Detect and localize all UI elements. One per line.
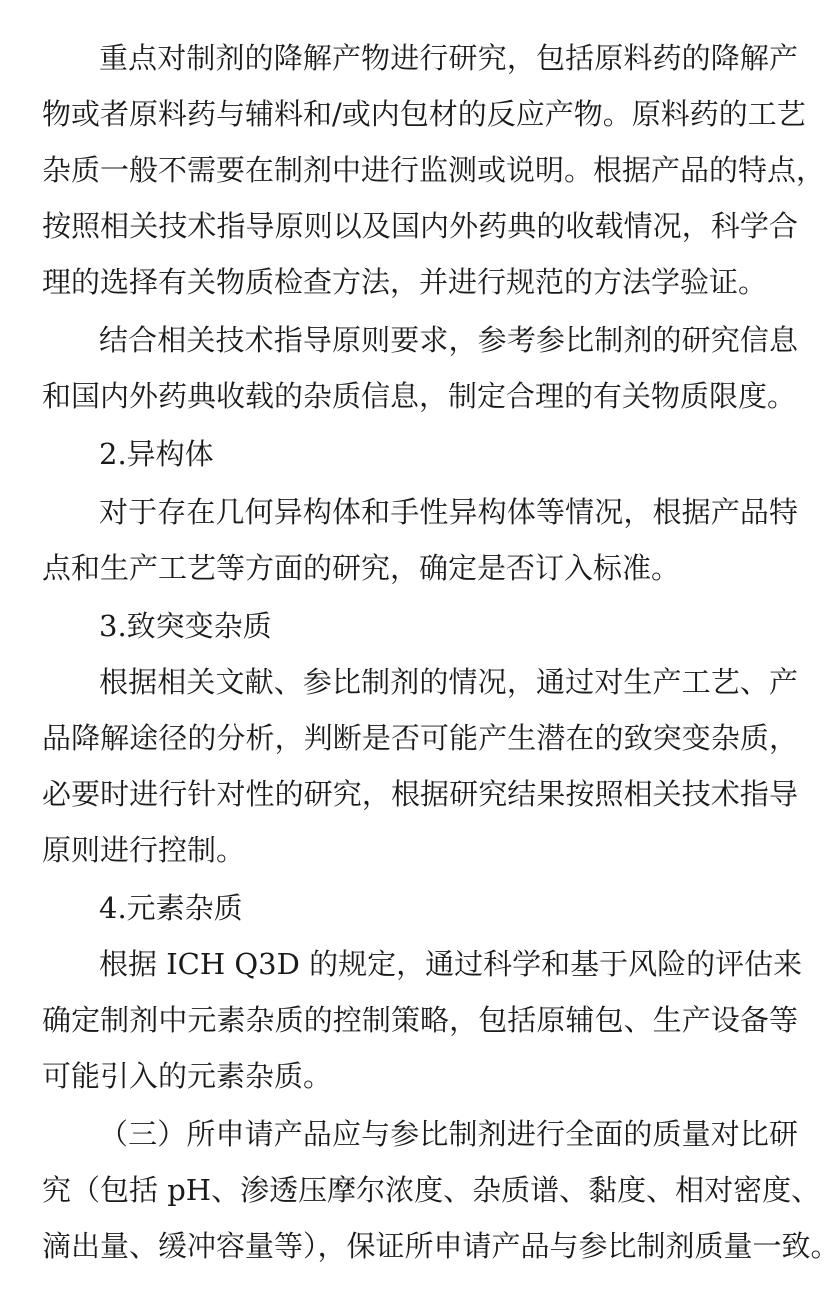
paragraph-isomers-line-2: 点和生产工艺等方面的研究，确定是否订入标准。 (42, 551, 681, 585)
paragraph-elemental-line-1: 根据 ICH Q3D 的规定，通过科学和基于风险的评估来 (99, 947, 803, 981)
paragraph-comparison-line-3: 滴出量、缓冲容量等），保证所申请产品与参比制剂质量一致。 (42, 1229, 840, 1263)
paragraph-comparison-line-1: （三）所申请产品应与参比制剂进行全面的质量对比研 (99, 1117, 798, 1151)
paragraph-comparison-line-2: 究（包括 pH、渗透压摩尔浓度、杂质谱、黏度、相对密度、 (42, 1173, 821, 1207)
paragraph-elemental-line-2: 确定制剂中元素杂质的控制策略，包括原辅包、生产设备等 (42, 1003, 798, 1037)
paragraph-mutagenic-line-3: 必要时进行针对性的研究，根据研究结果按照相关技术指导 (42, 777, 798, 811)
paragraph-degradation-line-4: 按照相关技术指导原则以及国内外药典的收载情况，科学合 (42, 209, 798, 243)
paragraph-limits-line-2: 和国内外药典收载的杂质信息，制定合理的有关物质限度。 (42, 379, 797, 413)
paragraph-isomers-line-1: 对于存在几何异构体和手性异构体等情况，根据产品特 (99, 495, 798, 529)
paragraph-mutagenic-line-1: 根据相关文献、参比制剂的情况，通过对生产工艺、产 (99, 665, 798, 699)
paragraph-limits-line-1: 结合相关技术指导原则要求，参考参比制剂的研究信息 (99, 323, 798, 357)
paragraph-degradation-line-5: 理的选择有关物质检查方法，并进行规范的方法学验证。 (42, 265, 768, 299)
paragraph-mutagenic-line-2: 品降解途径的分析，判断是否可能产生潜在的致突变杂质， (42, 721, 798, 755)
heading-isomers: 2.异构体 (99, 437, 214, 471)
paragraph-elemental-line-3: 可能引入的元素杂质。 (42, 1059, 333, 1093)
paragraph-degradation-line-3: 杂质一般不需要在制剂中进行监测或说明。根据产品的特点， (42, 153, 826, 187)
heading-elemental-impurities: 4.元素杂质 (99, 891, 243, 925)
paragraph-degradation-line-1: 重点对制剂的降解产物进行研究，包括原料药的降解产 (99, 41, 798, 75)
heading-mutagenic-impurities: 3.致突变杂质 (99, 609, 272, 643)
paragraph-degradation-line-2: 物或者原料药与辅料和/或内包材的反应产物。原料药的工艺 (42, 97, 806, 131)
paragraph-mutagenic-line-4: 原则进行控制。 (42, 833, 246, 867)
